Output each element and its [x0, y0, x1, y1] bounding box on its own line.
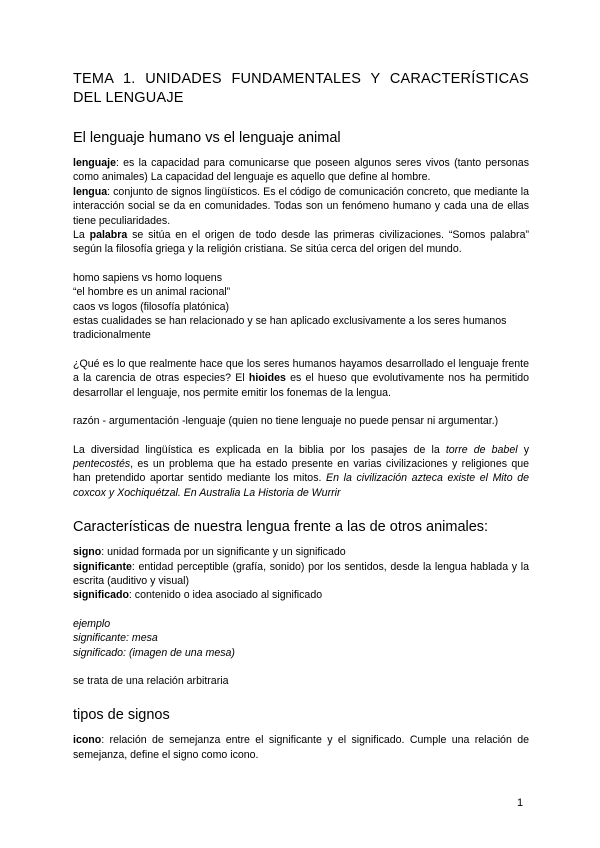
diversidad-pre: La diversidad lingüística es explicada en la biblia por los pasajes de la: [73, 443, 446, 456]
definition-lenguaje-text: : es la capacidad para comunicarse que poseen algunos seres vivos (tanto personas como animales) La capacidad del lenguaje es aquello que define al hombre.: [73, 157, 529, 184]
palabra-pre: La: [73, 229, 90, 242]
diversidad-italic-end: En la civilización azteca existe el Mito de coxcox y Xochiquétzal. En Australia La Historia de Wurrir: [73, 472, 529, 499]
example-label: [73, 617, 529, 631]
definition-significante: [73, 560, 529, 589]
line-caos-logos: caos vs logos (filosofía platónica): [73, 300, 230, 313]
spacer: [73, 429, 529, 443]
term-lenguaje: lenguaje: [73, 157, 116, 169]
hioides-pre: ¿Qué es lo que realmente hace que los seres humanos hayamos desarrollado el lenguaje frente a la carencia de otras especies? El: [73, 357, 529, 385]
term-icono: icono: [73, 734, 102, 747]
term-signo: signo: [73, 546, 102, 559]
definition-icono: [73, 733, 529, 762]
paragraph-arbitraria: se trata de una relación arbitraria: [73, 674, 229, 687]
definition-lenguaje: [73, 156, 529, 185]
spacer: [73, 400, 529, 414]
spacer: [73, 603, 529, 617]
document-title: TEMA 1. UNIDADES FUNDAMENTALES Y CARACTERÍSTICAS DEL LENGUAJE: [73, 71, 529, 106]
spacer: [73, 257, 529, 271]
section-heading-tipos-de-signos: tipos de signos: [73, 707, 170, 724]
signo-text: : unidad formada por un significante y un significado: [101, 546, 346, 559]
paragraph-diversidad: [73, 443, 529, 501]
page-content: [73, 70, 529, 762]
line-homo-sapiens: homo sapiens vs homo loquens: [73, 271, 222, 284]
diversidad-mid: , es un problema que ha estado presente en varias civilizaciones y religiones que han pretendido aportar sentido mediante los mitos.: [73, 457, 529, 485]
diversidad-y: y: [517, 443, 529, 456]
hioides-text: es el hueso que evolutivamente nos ha permitido desarrollar el lenguaje, nos permite emitir los fonemas de la lengua.: [73, 372, 529, 399]
term-lengua: lengua: [73, 185, 108, 198]
term-pentecostes: pentecostés: [73, 457, 131, 470]
icono-text: : relación de semejanza entre el significante y el significado. Cumple una relación de semejanza, define el signo como icono.: [73, 734, 529, 761]
definition-significado: [73, 588, 529, 602]
example-significado-text: significado: (imagen de una mesa): [73, 646, 235, 659]
term-significante: significante: [73, 560, 132, 573]
line-hombre-racional: “el hombre es un animal racional”: [73, 286, 231, 299]
significado-text: : contenido o idea asociado al significado: [128, 589, 323, 602]
example-label-text: ejemplo: [73, 617, 111, 630]
term-torre-de-babel: torre de babel: [445, 443, 518, 456]
paragraph-hioides: [73, 357, 529, 400]
definition-lengua-text: : conjunto de signos lingüísticos. Es el código de comunicación concreto, que mediante la interacción social se da en comunidades. Todas son un fenómeno humano y cada una de ellas tiene peculiaridades.: [73, 185, 529, 227]
section-heading-caracteristicas: Características de nuestra lengua frente a las de otros animales:: [73, 519, 489, 536]
term-hioides: hioides: [248, 372, 286, 385]
example-significante-text: significante: mesa: [73, 632, 158, 645]
palabra-text: se sitúa en el origen de todo desde las primeras civilizaciones. “Somos palabra” según la filosofía griega y la religión cristiana. Se sitúa cerca del origen del mundo.: [73, 229, 529, 256]
spacer: [73, 343, 529, 357]
section-heading-lenguaje-humano: El lenguaje humano vs el lenguaje animal: [73, 130, 341, 146]
definition-signo: [73, 545, 529, 559]
spacer: [73, 660, 529, 674]
example-significado: [73, 646, 529, 660]
definition-lengua: [73, 185, 529, 228]
significante-text: : entidad perceptible (grafía, sonido) por los sentidos, desde la lengua hablada y la escrita (auditivo y visual): [73, 560, 529, 587]
page-number: 1: [517, 797, 524, 809]
term-significado: significado: [73, 589, 129, 602]
term-palabra: palabra: [89, 229, 128, 242]
spacer: [73, 500, 529, 518]
line-cualidades: estas cualidades se han relacionado y se han aplicado exclusivamente a los seres humanos tradicionalmente: [73, 315, 507, 342]
spacer: [73, 688, 529, 706]
example-significante: [73, 631, 529, 645]
paragraph-razon: razón - argumentación -lenguaje (quien no tiene lenguaje no puede pensar ni argumentar.): [73, 415, 499, 428]
paragraph-palabra: [73, 228, 529, 257]
